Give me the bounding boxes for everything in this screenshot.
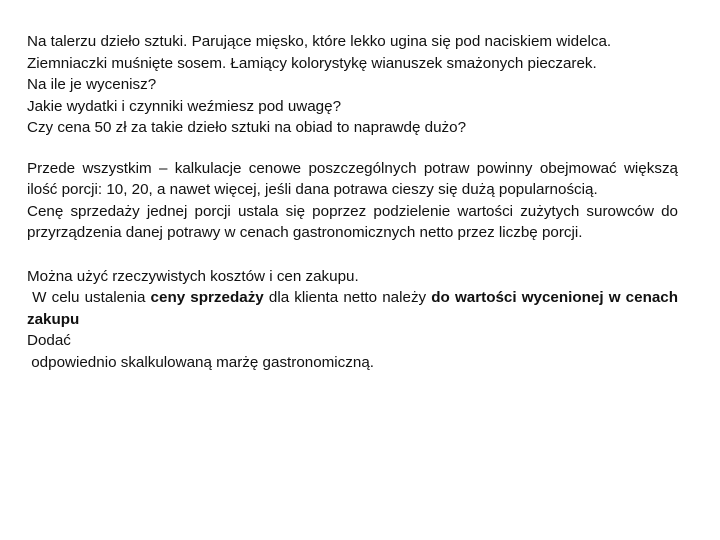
calculation-paragraph-1: Przede wszystkim – kalkulacje cenowe poszczególnych potraw powinny obejmować większą ilość porcji: 10, 20, a nawet więcej, jeśli dana potrawa cieszy się dużą popularnością. — [27, 159, 678, 198]
intro-line-4: Jakie wydatki i czynniki weźmiesz pod uwagę? — [27, 97, 342, 115]
pricing-line-2 — [27, 287, 683, 330]
intro-line-2: Ziemniaczki muśnięte sosem. Łamiący kolorystykę wianuszek smażonych pieczarek. — [27, 54, 597, 72]
pricing-line-1: Można użyć rzeczywistych kosztów i cen zakupu. — [27, 267, 359, 285]
intro-line-5: Czy cena 50 zł za takie dzieło sztuki na obiad to naprawdę dużo? — [27, 119, 467, 136]
pricing-line-3: Dodać — [27, 332, 71, 349]
pricing-line-4: odpowiednio skalkulowaną marżę gastronomiczną. — [27, 353, 374, 371]
purchase-value-emphasis: do wartości wycenionej w cenach zakupu — [27, 289, 683, 328]
intro-line-3: Na ile je wycenisz? — [27, 76, 157, 93]
intro-line-1: Na talerzu dzieło sztuki. Parujące mięsko, które lekko ugina się pod naciskiem widelca. — [27, 33, 612, 50]
intro-block — [27, 31, 678, 139]
pricing-block — [27, 266, 683, 374]
calculation-paragraph-2: Cenę sprzedaży jednej porcji ustala się poprzez podzielenie wartości zużytych surowców do przyrządzenia danej potrawy w cenach gastronomicznych netto przez liczbę porcji. — [27, 202, 678, 241]
selling-price-emphasis: ceny sprzedaży — [150, 289, 264, 306]
pricing-line-2-middle: dla klienta netto należy — [263, 289, 432, 306]
pricing-line-2-prefix: W celu ustalenia — [27, 289, 151, 306]
calculation-block — [27, 158, 678, 244]
